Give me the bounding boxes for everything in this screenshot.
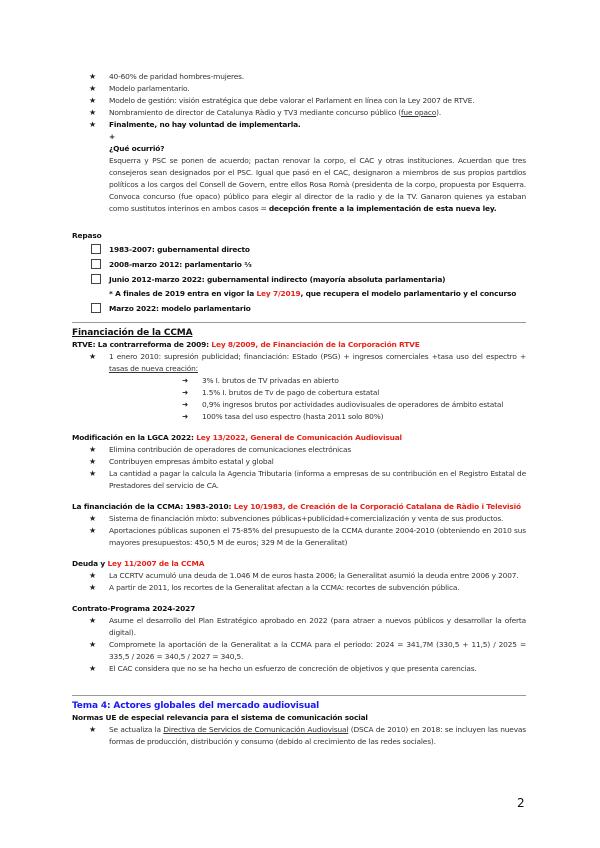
star-bullet-icon: ★: [89, 84, 97, 93]
divider: [72, 322, 526, 323]
list-item: ★ Sistema de financiación mixto: subvenciones públicas+publicidad+comercialización y venta de sus productos.: [89, 514, 504, 523]
star-bullet-icon: ★: [89, 616, 97, 625]
subheading: Contrato-Programa 2024-2027: [72, 604, 196, 613]
list-item: ★ La CCRTV acumuló una deuda de 1.046 M de euros hasta 2006; la Generalitat asumió la deuda entre 2006 y 2007.: [89, 571, 519, 580]
arrow-item: ➜ 100% tasa del uso espectro (hasta 2011 solo 80%): [182, 412, 384, 421]
star-bullet-icon: ★: [89, 457, 97, 466]
checklist-item[interactable]: Marzo 2022: modelo parlamentario: [72, 301, 526, 316]
list-item: ★ Aportaciones públicas suponen el 75-85% del presupuesto de la CCMA durante 2004-2010 (obteniendo en 2010 sus mayores presupuestos: 450,5 M de euros; 329 M de la Generalitat): [89, 526, 526, 547]
arrow-icon: ➜: [182, 412, 189, 421]
arrow-item: ➜ 3% I. brutos de TV privadas en abierto: [182, 376, 339, 385]
arrow-item: ➜ 1.5% I. brutos de Tv de pago de cobertura estatal: [182, 388, 380, 397]
checklist-item[interactable]: 1983-2007: gubernamental directo: [72, 242, 526, 257]
checkbox[interactable]: [91, 303, 101, 313]
link-directiva[interactable]: Directiva de Servicios de Comunicación Audiovisual: [163, 725, 349, 734]
star-bullet-icon: ★: [89, 526, 97, 535]
list-item: ★ Finalmente, no hay voluntad de implementarla.: [89, 120, 301, 129]
list-item: ★ El CAC considera que no se ha hecho un esfuerzo de concreción de objetivos y que presenta carencias.: [89, 664, 477, 673]
list-item: ★ Nombramiento de director de Catalunya Ràdio y TV3 mediante concurso público (fue opaco).: [89, 108, 442, 117]
subheading: Modificación en la LGCA 2022: Ley 13/2022, General de Comunicación Audiovisual: [72, 433, 402, 442]
divider: [72, 695, 526, 696]
arrow-icon: ➜: [182, 376, 189, 385]
list-item: ★ Modelo de gestión: visión estratégica que debe valorar el Parlament en línea con la Ley 2007 de RTVE.: [89, 96, 475, 105]
list-item: ★ Asume el desarrollo del Plan Estratégico aprobado en 2022 (para atraer a nuevos públicos y desarrollar la oferta digital).: [89, 616, 526, 637]
subheading: La financiación de la CCMA: 1983-2010: Ley 10/1983, de Creación de la Corporació Catalana de Ràdio i Televisió: [72, 502, 521, 511]
list-item: ★ Elimina contribución de operadores de comunicaciones electrónicas: [89, 445, 352, 454]
star-bullet-icon: ★: [89, 445, 97, 454]
page-number: 2: [517, 796, 525, 810]
checkbox[interactable]: [91, 244, 101, 254]
list-item: ★ La cantidad a pagar la calcula la Agencia Tributaria (informa a empresas de su contribución en el Registro Estatal de Prestadores del servicio de CA.: [89, 469, 526, 490]
star-bullet-icon: ★: [89, 108, 97, 117]
repaso-title: Repaso: [72, 231, 102, 240]
subheading: RTVE: La contrarreforma de 2009: Ley 8/2009, de Financiación de la Corporación RTVE: [72, 340, 420, 349]
que-ocurrio-text: Esquerra y PSC se ponen de acuerdo; pactan renovar la corpo, el CAC y otras instituciones. Acuerdan que tres consejeros sean designados por el PSC. Igual que pasó en el CAC, designaron a miembros de sus propios partdios políticos a los cargos del Consell de Govern, entre ellos Rosa Romà (presidenta de la corpo, propuesta por Esquerra. Convoca concurso (fue opaco) público para elegir al director de la radio y de la TV. Ganaron quienes ya estaban como sustitutos interinos en ambos casos = decepción frente a la implementación de esta nueva ley.: [109, 156, 526, 213]
section-title: Tema 4: Actores globales del mercado audiovisual: [72, 701, 320, 711]
document-page: [72, 71, 526, 748]
checkbox[interactable]: [91, 274, 101, 284]
repaso-note: * A finales de 2019 entra en vigor la Ley 7/2019, que recupera el modelo parlamentario y el concurso: [109, 289, 517, 298]
star-bullet-icon: ★: [89, 72, 97, 81]
checklist-item[interactable]: 2008-marzo 2012: parlamentario ⅔: [72, 257, 526, 272]
list-item: ★ 40-60% de paridad hombres-mujeres.: [89, 72, 245, 81]
subheading: Normas UE de especial relevancia para el sistema de comunicación social: [72, 713, 368, 722]
list-item: ★ 1 enero 2010: supresión publicidad; financiación: EStado (PSG) + ingresos comerciales +tasa uso del espectro + tasas de nueva creación:: [89, 352, 526, 373]
arrow-icon: ➜: [182, 388, 189, 397]
subheading: Deuda y Ley 11/2007 de la CCMA: [72, 559, 205, 568]
que-ocurrio-title: ¿Qué ocurrió?: [109, 144, 165, 153]
star-bullet-icon: ★: [89, 640, 97, 649]
star-bullet-icon: ★: [89, 120, 97, 129]
list-item: ★ Modelo parlamentario.: [89, 84, 190, 93]
star-bullet-icon: ★: [89, 96, 97, 105]
checkbox[interactable]: [91, 259, 101, 269]
star-bullet-icon: ★: [89, 352, 97, 361]
list-item: ★ A partir de 2011, los recortes de la Generalitat afectan a la CCMA: recortes de subvención pública.: [89, 583, 460, 592]
star-bullet-icon: ★: [89, 469, 97, 478]
arrow-item: ➜ 0,9% ingresos brutos por actividades audiovisuales de operadores de ámbito estatal: [182, 400, 504, 409]
list-item: ★ Se actualiza la Directiva de Servicios de Comunicación Audiovisual (DSCA de 2010) en 2018: se incluyen las nuevas formas de producción, distribución y consumo (debido al crecimiento de las redes sociales).: [89, 725, 526, 746]
star-bullet-icon: ★: [89, 514, 97, 523]
link-fue-opaco[interactable]: fue opaco: [400, 108, 437, 117]
plus-sign: +: [109, 132, 116, 141]
star-bullet-icon: ★: [89, 583, 97, 592]
star-bullet-icon: ★: [89, 571, 97, 580]
list-item: ★ Compromete la aportación de la Generalitat a la CCMA para el periodo: 2024 = 341,7M (330,5 + 11,5) / 2025 = 335,5 / 2026 = 340,5 / 2027 = 340,5.: [89, 640, 526, 661]
section-title: Financiación de la CCMA: [72, 328, 193, 338]
star-bullet-icon: ★: [89, 664, 97, 673]
checklist-item[interactable]: Junio 2012-marzo 2022: gubernamental indirecto (mayoría absoluta parlamentaria): [72, 272, 526, 287]
list-item: ★ Contribuyen empresas ámbito estatal y global: [89, 457, 274, 466]
star-bullet-icon: ★: [89, 725, 97, 734]
arrow-icon: ➜: [182, 400, 189, 409]
